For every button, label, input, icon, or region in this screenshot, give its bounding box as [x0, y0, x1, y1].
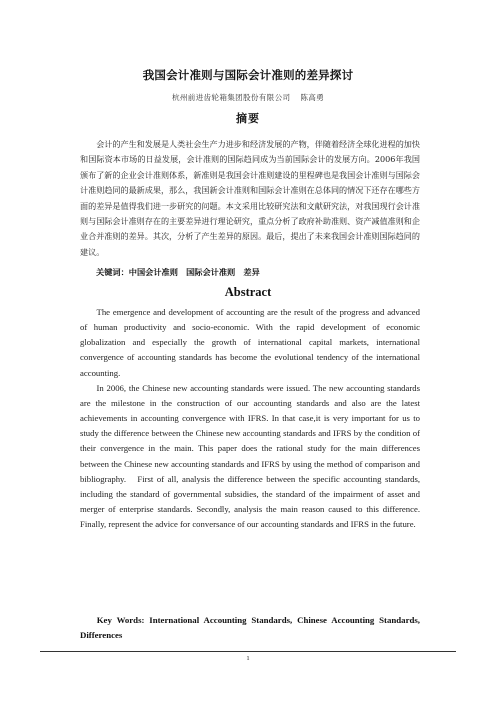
author-affiliation: 杭州前进齿轮箱集团股份有限公司 [171, 93, 291, 102]
author-name: 陈高勇 [300, 93, 325, 102]
abstract-cn-heading: 摘要 [236, 112, 260, 125]
abstract-en-heading: Abstract [224, 285, 272, 299]
keywords-cn: 关键词：中国会计准则 国际会计准则 差异 [96, 267, 260, 277]
abstract-en-body [80, 305, 420, 532]
keywords-en: Key Words: International Accounting Standards, Chinese Accounting Standards, Differences [80, 615, 420, 640]
paper-title: 我国会计准则与国际会计准则的差异探讨 [142, 68, 354, 82]
abstract-en-paragraph: The emergence and development of accounting are the result of the progress and advanced of human productivity and socio-economic. With the rapid development of economic globalization and especially the growth of international capital markets, international convergence of accounting standards has become the evolutional tendency of the international accounting. [80, 307, 420, 378]
author-line [0, 92, 496, 103]
abstract-cn-paragraph: 会计的产生和发展是人类社会生产力进步和经济发展的产物，伴随着经济全球化进程的加快和国际资本市场的日益发展，会计准则的国际趋同成为当前国际会计的发展方向。2006年我国颁布了新的企业会计准则体系，新准则是我国会计准则建设的里程碑也是我国会计准则与国际会计准则趋同的最新成果，那么，我国新会计准则和国际会计准则在总体同的情况下还存在哪些方面的差异是值得我们进一步研究的问题。本文采用比较研究法和文献研究法，对我国现行会计准则与国际会计准则存在的主要差异进行理论研究，重点分析了政府补助准则、资产减值准则和企业合并准则的差异。其次，分析了产生差异的原因。最后，提出了未来我国会计准则国际趋同的建议。 [80, 139, 420, 257]
page-number: 1 [246, 655, 250, 662]
abstract-en-paragraph: In 2006, the Chinese new accounting standards were issued. The new accounting standards are the milestone in the construction of our accounting standards and also are the latest achievements in accounting convergence with IFRS. In that case,it is very important for us to study the difference between the Chinese new accounting standards and IFRS by the condition of their convergence in the main. This paper does the rational study for the main differences between the Chinese new accounting standards and IFRS by using the method of comparison and bibliography. First of all, analysis the difference between the specific accounting standards, including the standard of governmental subsidies, the standard of the impairment of asset and merger of enterprise standards. Secondly, analysis the main reason caused to this difference. Finally, represent the advice for conversance of our accounting standards and IFRS in the future. [80, 382, 420, 530]
footer-divider [40, 651, 456, 652]
abstract-cn-body [80, 137, 420, 260]
